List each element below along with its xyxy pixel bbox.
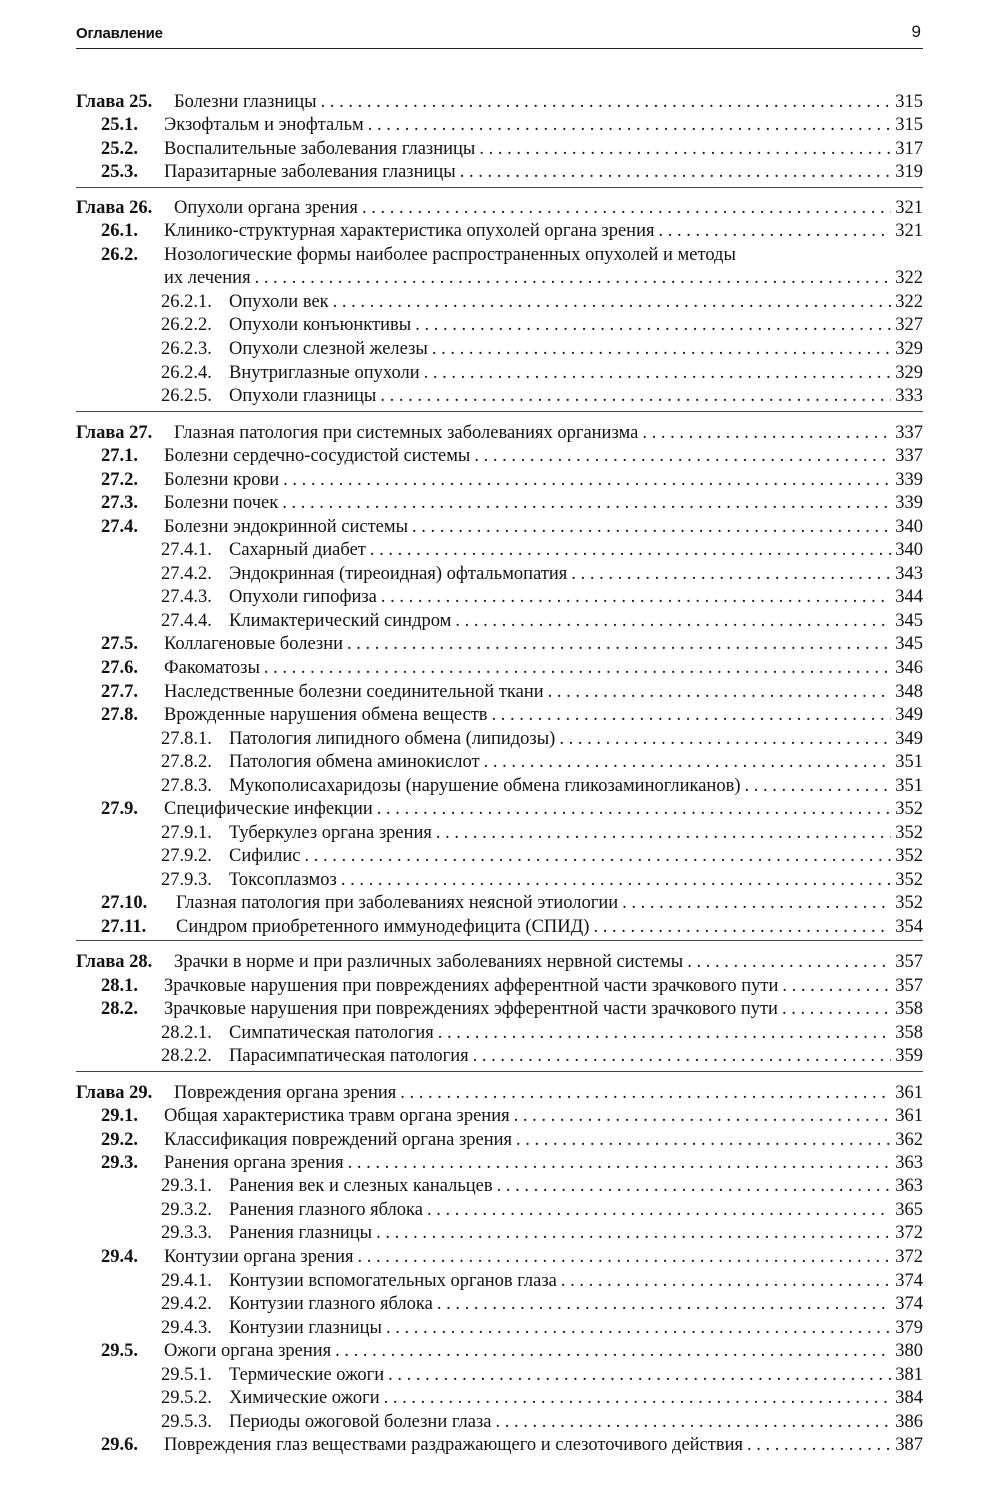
toc-entry-title: Контузии глазницы — [229, 1318, 382, 1338]
dot-leader — [400, 1081, 891, 1105]
chapter-separator — [76, 940, 923, 942]
dot-leader — [437, 1292, 891, 1316]
toc-subsection-entry[interactable] — [76, 562, 923, 586]
toc-entry-number: Глава 26. — [76, 198, 153, 218]
toc-entry-title: Контузии глазного яблока — [229, 1294, 433, 1314]
toc-entry-title: Патология обмена аминокислот — [229, 752, 480, 772]
toc-entry-title: Наследственные болезни соединительной ткани — [164, 682, 544, 702]
toc-page-number: 372 — [895, 1247, 923, 1267]
toc-page-number: 333 — [895, 386, 923, 406]
toc-subsection-entry[interactable] — [76, 538, 923, 562]
toc-entry-title: Токсоплазмоз — [229, 870, 337, 890]
dot-leader — [282, 491, 891, 515]
toc-page-number: 343 — [895, 564, 923, 584]
toc-entry-number: 27.6. — [101, 658, 138, 678]
dot-leader — [388, 1363, 891, 1387]
toc-page-number: 362 — [895, 1130, 923, 1150]
toc-subsection-entry[interactable] — [76, 844, 923, 868]
toc-entry-title: Мукополисахаридозы (нарушение обмена гликозаминогликанов) — [229, 776, 741, 796]
toc-entry-title: Опухоли гипофиза — [229, 587, 377, 607]
toc-subsection-entry[interactable] — [76, 384, 923, 408]
toc-subsection-entry[interactable] — [76, 821, 923, 845]
toc-page-number: 315 — [895, 115, 923, 135]
toc-entry-number: 29.5.3. — [161, 1412, 212, 1432]
toc-section-entry[interactable] — [76, 515, 923, 539]
toc-page-number: 358 — [895, 1023, 923, 1043]
toc-subsection-entry[interactable] — [76, 1269, 923, 1293]
page-header — [76, 22, 923, 49]
toc-section-entry[interactable] — [76, 915, 923, 939]
toc-entry-title: Парасимпатическая патология — [229, 1046, 469, 1066]
dot-leader — [283, 468, 891, 492]
toc-entry-title: Ранения глазного яблока — [229, 1200, 423, 1220]
toc-page-number: 329 — [895, 339, 923, 359]
dot-leader — [358, 1245, 892, 1269]
dot-leader — [432, 337, 891, 361]
dot-leader — [341, 868, 891, 892]
toc-section-entry[interactable] — [76, 703, 923, 727]
toc-entry-number: 29.4. — [101, 1247, 138, 1267]
toc-entry-number: 29.4.2. — [161, 1294, 212, 1314]
toc-entry-number: 27.8.1. — [161, 729, 212, 749]
toc-entry-number: 28.2.1. — [161, 1023, 212, 1043]
toc-page-number: 319 — [895, 162, 923, 182]
toc-page-number: 322 — [895, 268, 923, 288]
toc-page-number: 361 — [895, 1083, 923, 1103]
dot-leader — [622, 891, 891, 915]
toc-entry-title: Симпатическая патология — [229, 1023, 434, 1043]
dot-leader — [687, 950, 891, 974]
toc-section-entry[interactable] — [76, 1151, 923, 1175]
dot-leader — [348, 1151, 892, 1175]
toc-entry-number: 27.4.3. — [161, 587, 212, 607]
dot-leader — [548, 680, 892, 704]
toc-entry-title: Внутриглазные опухоли — [229, 363, 420, 383]
toc-entry-title: Зрачки в норме и при различных заболеваниях нервной системы — [174, 952, 684, 972]
toc-page-number: 374 — [895, 1294, 923, 1314]
dot-leader — [497, 1174, 892, 1198]
toc-entry-number: 29.3.3. — [161, 1223, 212, 1243]
toc-entry-number: 28.2.2. — [161, 1046, 212, 1066]
toc-entry-title: Патология липидного обмена (липидозы) — [229, 729, 556, 749]
dot-leader — [642, 421, 891, 445]
toc-subsection-entry[interactable] — [76, 1386, 923, 1410]
toc-section-entry[interactable] — [76, 680, 923, 704]
toc-page-number: 363 — [895, 1176, 923, 1196]
toc-entry-title: Химические ожоги — [229, 1388, 380, 1408]
dot-leader — [362, 196, 891, 220]
toc-subsection-entry[interactable] — [76, 290, 923, 314]
dot-leader — [571, 562, 891, 586]
toc-page-number: 340 — [895, 517, 923, 537]
toc-entry-title: Опухоли органа зрения — [174, 198, 358, 218]
toc-subsection-entry[interactable] — [76, 1221, 923, 1245]
toc-entry-number: 26.2.3. — [161, 339, 212, 359]
toc-page-number: 348 — [895, 682, 923, 702]
toc-subsection-entry[interactable] — [76, 727, 923, 751]
toc-entry-number: 29.6. — [101, 1435, 138, 1455]
toc-entry-title: Болезни глазницы — [174, 92, 317, 112]
toc-entry-number: 29.2. — [101, 1130, 138, 1150]
toc-page-number: 349 — [895, 729, 923, 749]
toc-page-number: 352 — [895, 870, 923, 890]
toc-page-number: 329 — [895, 363, 923, 383]
dot-leader — [438, 1021, 891, 1045]
toc-entry-number: 25.1. — [101, 115, 138, 135]
toc-entry-number: Глава 28. — [76, 952, 153, 972]
toc-chapter-entry[interactable] — [76, 90, 923, 114]
toc-page-number: 351 — [895, 752, 923, 772]
dot-leader — [304, 844, 891, 868]
dot-leader — [415, 313, 891, 337]
dot-leader — [492, 703, 892, 727]
toc-page-number: 361 — [895, 1106, 923, 1126]
toc-page-number: 351 — [895, 776, 923, 796]
toc-page-number: 358 — [895, 999, 923, 1019]
chapter-separator — [76, 411, 923, 413]
toc-chapter-entry[interactable] — [76, 1081, 923, 1105]
toc-page-number: 337 — [895, 423, 923, 443]
toc-section-entry[interactable] — [76, 243, 923, 267]
toc-page-number: 352 — [895, 846, 923, 866]
toc-entry-title: Сахарный диабет — [229, 540, 366, 560]
toc-section-entry[interactable] — [76, 1339, 923, 1363]
toc-entry-number: 27.7. — [101, 682, 138, 702]
dot-leader — [335, 1339, 891, 1363]
toc-subsection-entry[interactable] — [76, 868, 923, 892]
toc-entry-number: 27.9. — [101, 799, 138, 819]
toc-entry-title: Болезни крови — [164, 470, 280, 490]
toc-section-entry[interactable] — [76, 1128, 923, 1152]
dot-leader — [782, 997, 891, 1021]
toc-entry-title: Ожоги органа зрения — [164, 1341, 332, 1361]
toc-entry-title: Болезни сердечно-сосудистой системы — [164, 446, 471, 466]
toc-page-number: 340 — [895, 540, 923, 560]
toc-subsection-entry[interactable] — [76, 1198, 923, 1222]
toc-entry-title: Опухоли слезной железы — [229, 339, 428, 359]
dot-leader — [455, 609, 891, 633]
toc-page-number: 315 — [895, 92, 923, 112]
toc-page-number: 322 — [895, 292, 923, 312]
toc-entry-number: 27.3. — [101, 493, 138, 513]
toc-section-entry[interactable] — [76, 160, 923, 184]
dot-leader — [255, 266, 892, 290]
dot-leader — [484, 750, 892, 774]
toc-entry-title: Туберкулез органа зрения — [229, 823, 432, 843]
toc-entry-title: Болезни почек — [164, 493, 279, 513]
toc-subsection-entry[interactable] — [76, 750, 923, 774]
toc-section-entry[interactable] — [76, 1104, 923, 1128]
toc-entry-number: Глава 27. — [76, 423, 153, 443]
dot-leader — [473, 1044, 892, 1068]
toc-entry-title: Сифилис — [229, 846, 301, 866]
toc-entry-title: Специфические инфекции — [164, 799, 373, 819]
toc-section-entry[interactable] — [76, 891, 923, 915]
dot-leader — [264, 656, 891, 680]
toc-entry-number: 27.4. — [101, 517, 138, 537]
toc-entry-title: Опухоли век — [229, 292, 329, 312]
toc-entry-number: 27.5. — [101, 634, 138, 654]
toc-entry-number: 27.4.1. — [161, 540, 212, 560]
toc-entry-title: Повреждения органа зрения — [174, 1083, 397, 1103]
toc-subsection-entry[interactable] — [76, 1316, 923, 1340]
toc-entry-number: 27.8.3. — [161, 776, 212, 796]
toc-entry-number: Глава 25. — [76, 92, 153, 112]
toc-entry-title: Общая характеристика травм органа зрения — [164, 1106, 510, 1126]
toc-entry-title: Врожденные нарушения обмена веществ — [164, 705, 488, 725]
toc-page-number: 345 — [895, 611, 923, 631]
toc-section-entry[interactable] — [76, 1245, 923, 1269]
toc-subsection-entry[interactable] — [76, 1021, 923, 1045]
toc-subsection-entry[interactable] — [76, 361, 923, 385]
toc-entry-number: 29.4.3. — [161, 1318, 212, 1338]
toc-page-number: 386 — [895, 1412, 923, 1432]
dot-leader — [333, 290, 892, 314]
toc-entry-number: 27.1. — [101, 446, 138, 466]
toc-section-entry[interactable] — [76, 219, 923, 243]
toc-entry-title: Ранения органа зрения — [164, 1153, 344, 1173]
toc-entry-title: Глазная патология при системных заболеваниях организма — [174, 423, 639, 443]
toc-subsection-entry[interactable] — [76, 1044, 923, 1068]
toc-entry-number: 26.2.2. — [161, 315, 212, 335]
dot-leader — [386, 1316, 891, 1340]
toc-entry-number: 28.2. — [101, 999, 138, 1019]
toc-entry-number: 27.10. — [101, 893, 148, 913]
toc-entry-title: Синдром приобретенного иммунодефицита (СПИД) — [176, 917, 590, 937]
toc-entry-title: Ранения глазницы — [229, 1223, 373, 1243]
toc-entry-number: 27.9.1. — [161, 823, 212, 843]
dot-leader — [474, 444, 891, 468]
dot-leader — [495, 1410, 891, 1434]
dot-leader — [559, 727, 891, 751]
toc-section-entry[interactable] — [76, 491, 923, 515]
toc-entry-title: Повреждения глаз веществами раздражающего и слезоточивого действия — [164, 1435, 743, 1455]
dot-leader — [384, 1386, 892, 1410]
toc-entry-number: 26.1. — [101, 221, 138, 241]
toc-page-number: 357 — [895, 952, 923, 972]
toc-page-number: 365 — [895, 1200, 923, 1220]
toc-entry-title: Глазная патология при заболеваниях неясной этиологии — [176, 893, 619, 913]
toc-entry-number: 29.5. — [101, 1341, 138, 1361]
toc-page-number: 337 — [895, 446, 923, 466]
toc-section-entry[interactable] — [76, 632, 923, 656]
toc-entry-number: 26.2.4. — [161, 363, 212, 383]
toc-entry-number: 27.8. — [101, 705, 138, 725]
toc-section-entry[interactable] — [76, 997, 923, 1021]
toc-subsection-entry[interactable] — [76, 1410, 923, 1434]
toc-entry-title: Ранения век и слезных канальцев — [229, 1176, 493, 1196]
toc-entry-number: 29.3.2. — [161, 1200, 212, 1220]
toc-page-number: 384 — [895, 1388, 923, 1408]
dot-leader — [368, 113, 892, 137]
dot-leader — [561, 1269, 891, 1293]
toc-page-number: 345 — [895, 634, 923, 654]
toc-entry-number: 26.2.5. — [161, 386, 212, 406]
toc-entry-title: Периоды ожоговой болезни глаза — [229, 1412, 492, 1432]
toc-subsection-entry[interactable] — [76, 1363, 923, 1387]
toc-chapter-entry[interactable] — [76, 196, 923, 220]
toc-entry-title: Коллагеновые болезни — [164, 634, 344, 654]
toc-page-number: 327 — [895, 315, 923, 335]
toc-entry-number: 27.11. — [101, 917, 147, 937]
toc-page-number: 357 — [895, 976, 923, 996]
toc-page-number: 346 — [895, 658, 923, 678]
dot-leader — [782, 974, 891, 998]
toc-subsection-entry[interactable] — [76, 774, 923, 798]
toc-entry-title: Болезни эндокринной системы — [164, 517, 409, 537]
dot-leader — [744, 774, 891, 798]
toc-entry-number: 29.1. — [101, 1106, 138, 1126]
toc-section-entry[interactable] — [76, 974, 923, 998]
toc-page-number: 381 — [895, 1365, 923, 1385]
toc-entry-number: 29.4.1. — [161, 1271, 212, 1291]
dot-leader — [460, 160, 892, 184]
dot-leader — [376, 1221, 891, 1245]
toc-subsection-entry[interactable] — [76, 1292, 923, 1316]
toc-page-number: 339 — [895, 470, 923, 490]
dot-leader — [412, 515, 891, 539]
toc-entry-number: 29.5.2. — [161, 1388, 212, 1408]
toc-entry-title: Опухоли глазницы — [229, 386, 377, 406]
toc-subsection-entry[interactable] — [76, 313, 923, 337]
toc-section-entry[interactable] — [76, 468, 923, 492]
toc-entry-number: 27.2. — [101, 470, 138, 490]
dot-leader — [593, 915, 891, 939]
toc-entry-title: Термические ожоги — [229, 1365, 385, 1385]
toc-entry-number: 27.9.3. — [161, 870, 212, 890]
toc-entry-title: Классификация повреждений органа зрения — [164, 1130, 513, 1150]
toc-page-number: 317 — [895, 139, 923, 159]
dot-leader — [514, 1104, 892, 1128]
dot-leader — [321, 90, 892, 114]
dot-leader — [479, 137, 891, 161]
toc-subsection-entry[interactable] — [76, 609, 923, 633]
toc-entry-title: их лечения — [164, 268, 251, 288]
dot-leader — [427, 1198, 891, 1222]
toc-page-number: 321 — [895, 221, 923, 241]
toc-entry-title: Контузии вспомогательных органов глаза — [229, 1271, 557, 1291]
toc-section-entry[interactable] — [76, 266, 923, 290]
toc-entry-number: 27.4.2. — [161, 564, 212, 584]
running-head-title: Оглавление — [76, 25, 163, 42]
toc-page-number: 363 — [895, 1153, 923, 1173]
toc-subsection-entry[interactable] — [76, 585, 923, 609]
toc-entry-number: 29.3.1. — [161, 1176, 212, 1196]
dot-leader — [516, 1128, 891, 1152]
toc-entry-number: Глава 29. — [76, 1083, 153, 1103]
toc-page-number: 372 — [895, 1223, 923, 1243]
dot-leader — [659, 219, 892, 243]
toc-entry-title: Эндокринная (тиреоидная) офтальмопатия — [229, 564, 568, 584]
toc-page-number: 354 — [895, 917, 923, 937]
dot-leader — [747, 1433, 891, 1457]
chapter-separator — [76, 1071, 923, 1073]
dot-leader — [370, 538, 891, 562]
toc-entry-title: Паразитарные заболевания глазницы — [164, 162, 456, 182]
toc-section-entry[interactable] — [76, 137, 923, 161]
toc-entry-number: 27.9.2. — [161, 846, 212, 866]
toc-page-number: 352 — [895, 893, 923, 913]
toc-subsection-entry[interactable] — [76, 337, 923, 361]
toc-entry-number: 29.5.1. — [161, 1365, 212, 1385]
toc-entry-number: 25.2. — [101, 139, 138, 159]
toc-page-number: 359 — [895, 1046, 923, 1066]
toc-chapter-entry[interactable] — [76, 421, 923, 445]
dot-leader — [380, 384, 891, 408]
page-number: 9 — [911, 22, 921, 41]
toc-page-number: 379 — [895, 1318, 923, 1338]
dot-leader — [424, 361, 892, 385]
toc-section-entry[interactable] — [76, 656, 923, 680]
toc-page-number: 344 — [895, 587, 923, 607]
toc-chapter-entry[interactable] — [76, 950, 923, 974]
toc-page-number: 352 — [895, 799, 923, 819]
dot-leader — [381, 585, 891, 609]
toc-entry-title: Воспалительные заболевания глазницы — [164, 139, 476, 159]
toc-section-entry[interactable] — [76, 1433, 923, 1457]
toc-entry-title: Контузии органа зрения — [164, 1247, 354, 1267]
toc-entry-title: Климактерический синдром — [229, 611, 452, 631]
toc-section-entry[interactable] — [76, 113, 923, 137]
toc-entry-number: 28.1. — [101, 976, 138, 996]
toc-section-entry[interactable] — [76, 797, 923, 821]
toc-page-number: 352 — [895, 823, 923, 843]
dot-leader — [347, 632, 891, 656]
toc-entry-title: Зрачковые нарушения при повреждениях афферентной части зрачкового пути — [164, 976, 779, 996]
toc-entry-number: 26.2. — [101, 245, 138, 265]
toc-page-number: 321 — [895, 198, 923, 218]
toc-entry-number: 25.3. — [101, 162, 138, 182]
toc-section-entry[interactable] — [76, 444, 923, 468]
toc-page-number: 380 — [895, 1341, 923, 1361]
toc-entry-number: 27.4.4. — [161, 611, 212, 631]
toc-entry-number: 26.2.1. — [161, 292, 212, 312]
dot-leader — [436, 821, 891, 845]
toc-entry-title: Зрачковые нарушения при повреждениях эфферентной части зрачкового пути — [164, 999, 778, 1019]
toc-entry-number: 27.8.2. — [161, 752, 212, 772]
toc-entry-title: Экзофтальм и энофтальм — [164, 115, 364, 135]
toc-subsection-entry[interactable] — [76, 1174, 923, 1198]
toc-entry-title: Нозологические формы наиболее распространенных опухолей и методы — [164, 245, 736, 265]
toc-entry-number: 29.3. — [101, 1153, 138, 1173]
toc-entry-title: Клинико-структурная характеристика опухолей органа зрения — [164, 221, 655, 241]
toc-page-number: 374 — [895, 1271, 923, 1291]
toc-entry-title: Факоматозы — [164, 658, 260, 678]
dot-leader — [377, 797, 892, 821]
toc-entry-title: Опухоли конъюнктивы — [229, 315, 412, 335]
chapter-separator — [76, 187, 923, 189]
toc-page-number: 387 — [895, 1435, 923, 1455]
toc-page-number: 349 — [895, 705, 923, 725]
toc-page-number: 339 — [895, 493, 923, 513]
